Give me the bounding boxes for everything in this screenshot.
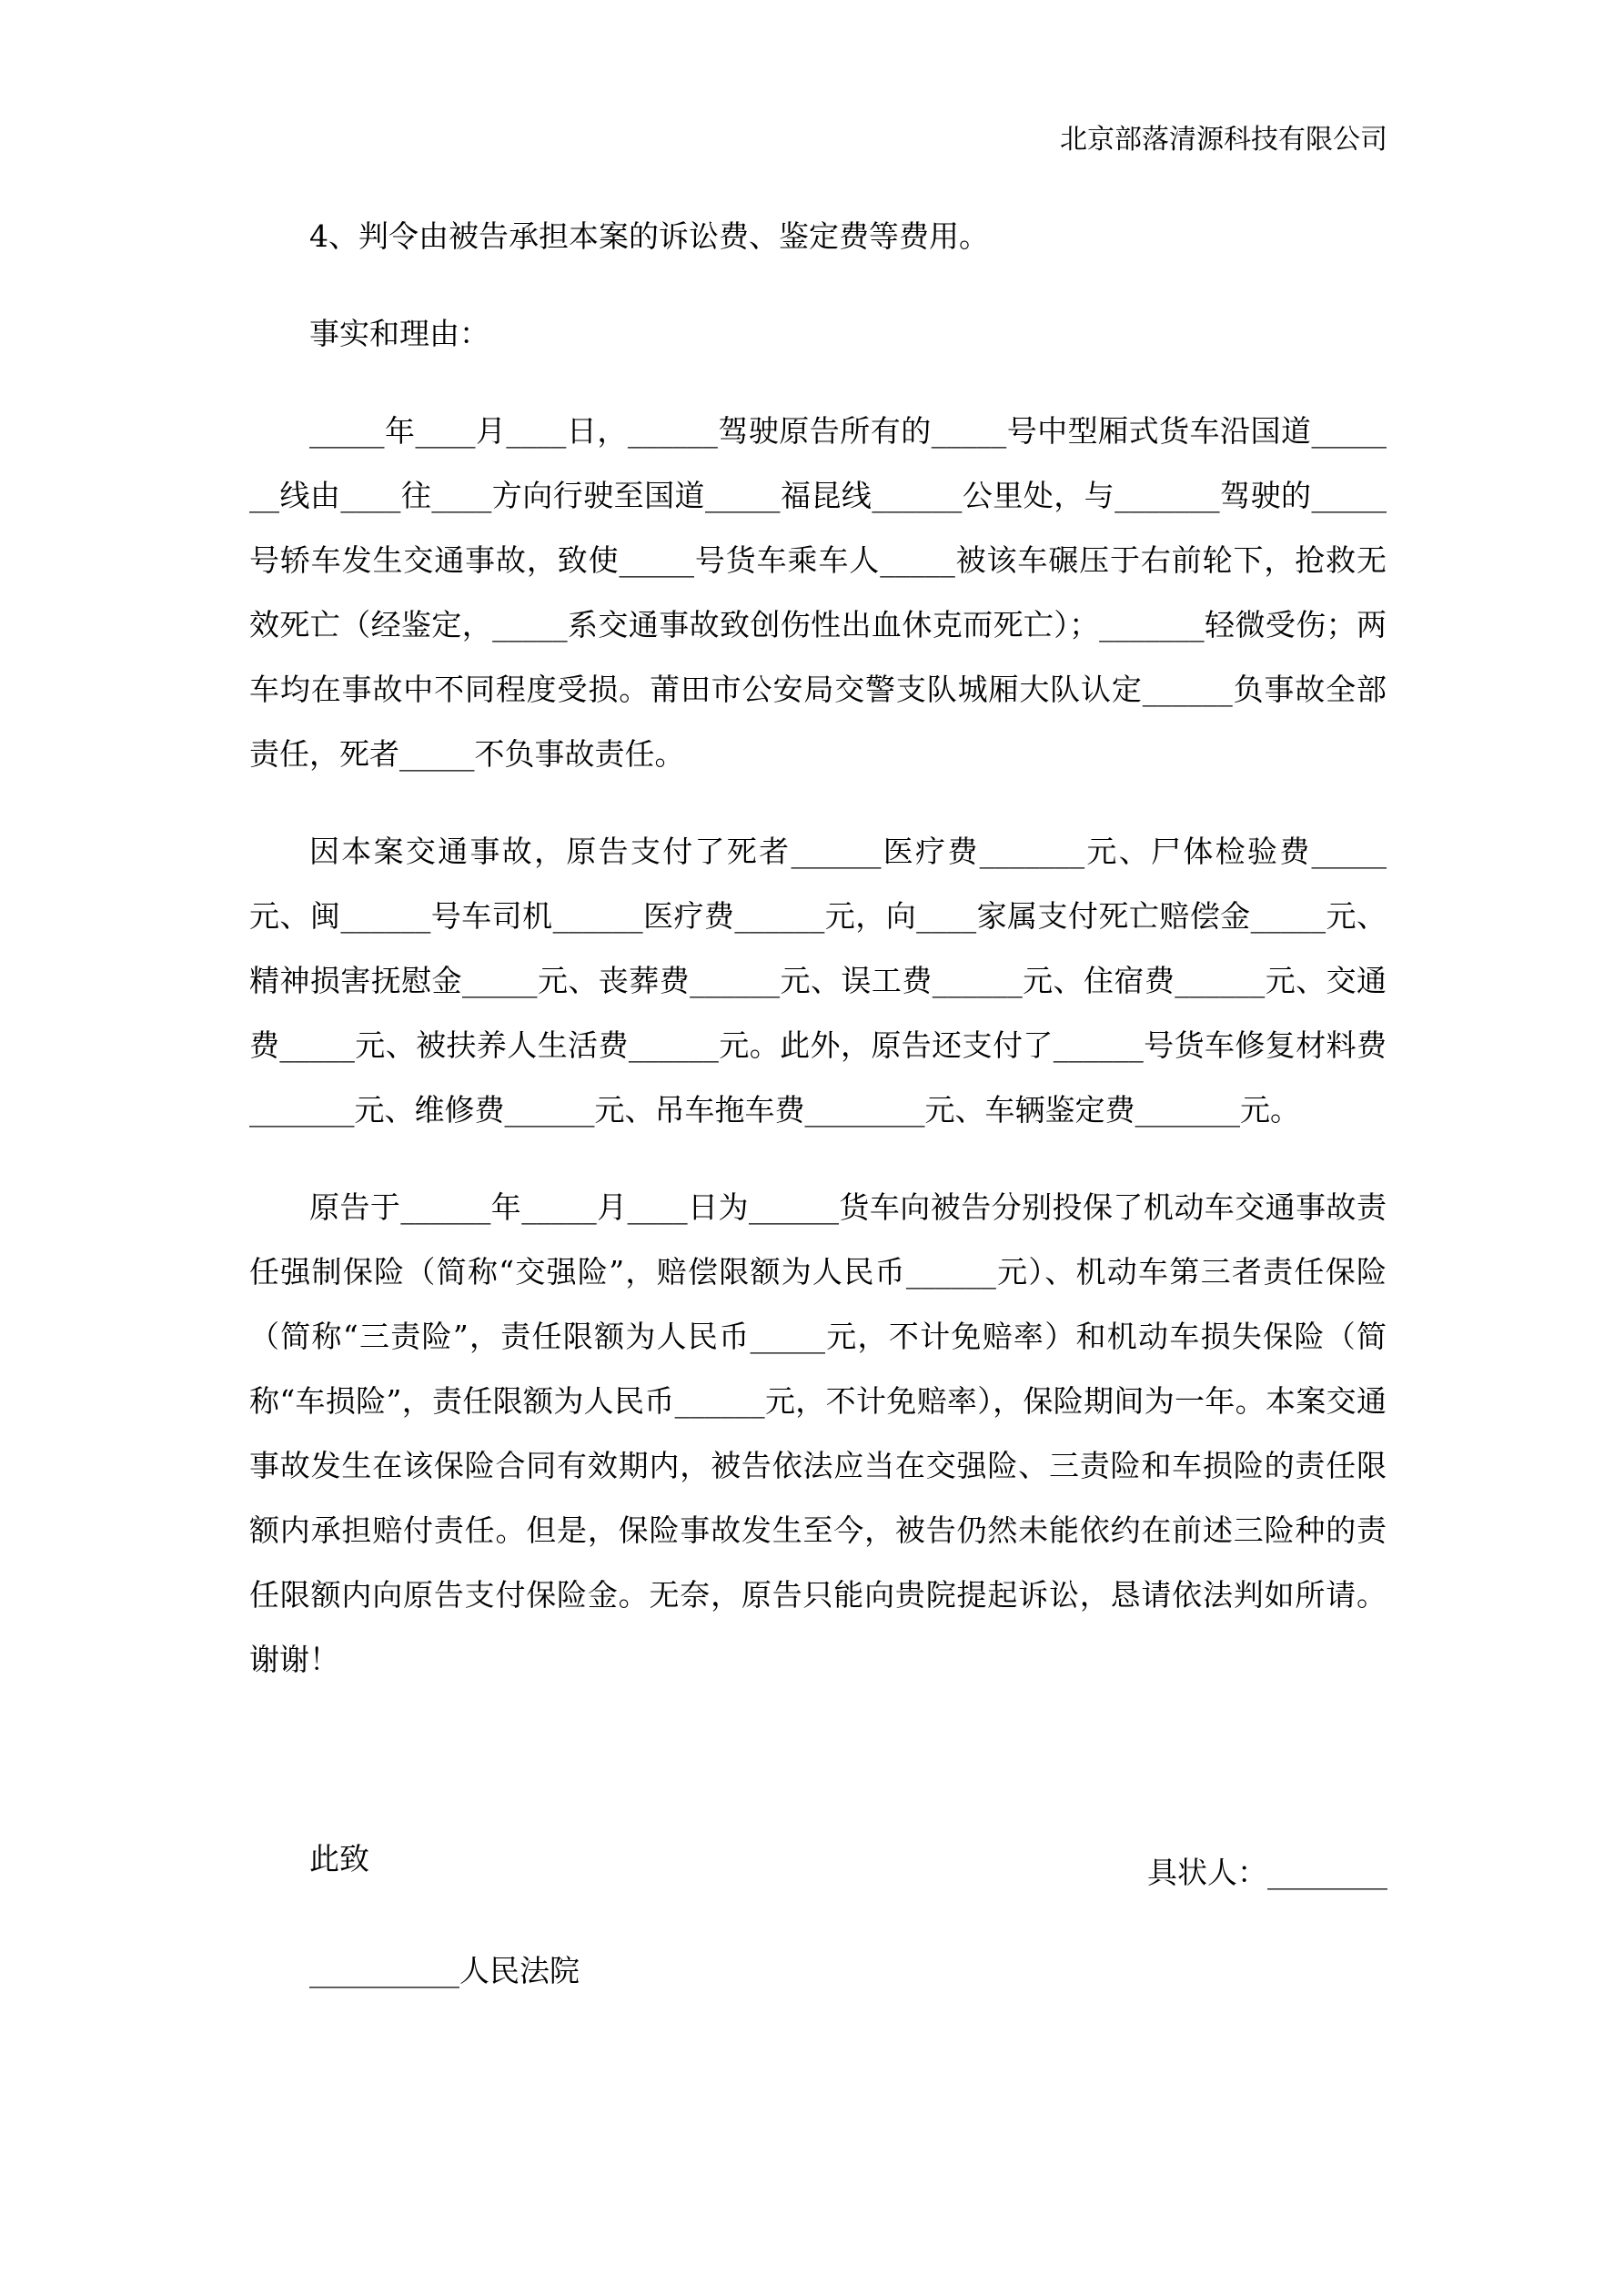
facts-heading: 事实和理由： — [309, 316, 489, 351]
claim-item-4: 4、判令由被告承担本案的诉讼费、鉴定费等费用。 — [309, 218, 989, 254]
court-name: __________人民法院 — [309, 1953, 580, 1988]
company-header: 北京部落清源科技有限公司 — [1060, 124, 1387, 156]
salutation: 此致 — [309, 1841, 369, 1876]
facts-paragraph-insurance: 原告于______年_____月____日为______货车向被告分别投保了机动车交通事故责任强制保险（简称“交强险”，赔偿限额为人民币______元）、机动车第三者责任保险（简称“三责险”，责任限额为人民币_____元，不计免赔率）和机动车损失保险（简称“车损险”，责任限额为人民币______元，不计免赔率），保险期间为一年。本案交通事故发生在该保险合同有效期内，被告依法应当在交强险、三责险和车损险的责任限额内承担赔付责任。但是，保险事故发生至今，被告仍然未能依约在前述三险种的责任限额内向原告支付保险金。无奈，原告只能向贵院提起诉讼，恳请依法判如所请。谢谢！ — [249, 1189, 1387, 1677]
document-body — [249, 204, 1387, 2003]
facts-paragraph-expenses: 因本案交通事故，原告支付了死者______医疗费_______元、尸体检验费_____元、闽______号车司机______医疗费______元，向____家属支付死亡赔偿金_____元、精神损害抚慰金_____元、丧葬费______元、误工费______元、住宿费______元、交通费_____元、被扶养人生活费______元。此外，原告还支付了______号货车修复材料费_______元、维修费______元、吊车拖车费________元、车辆鉴定费_______元。 — [249, 834, 1387, 1128]
signer-line: 具状人：________ — [1147, 1855, 1387, 1890]
facts-paragraph-accident: _____年____月____日，______驾驶原告所有的_____号中型厢式货车沿国道_______线由____往____方向行驶至国道_____福昆线______公里处，与_______驾驶的_____号轿车发生交通事故，致使_____号货车乘车人_____被该车碾压于右前轮下，抢救无效死亡（经鉴定，_____系交通事故致创伤性出血休克而死亡）；_______轻微受伤；两车均在事故中不同程度受损。莆田市公安局交警支队城厢大队认定______负事故全部责任，死者_____不负事故责任。 — [249, 413, 1387, 772]
